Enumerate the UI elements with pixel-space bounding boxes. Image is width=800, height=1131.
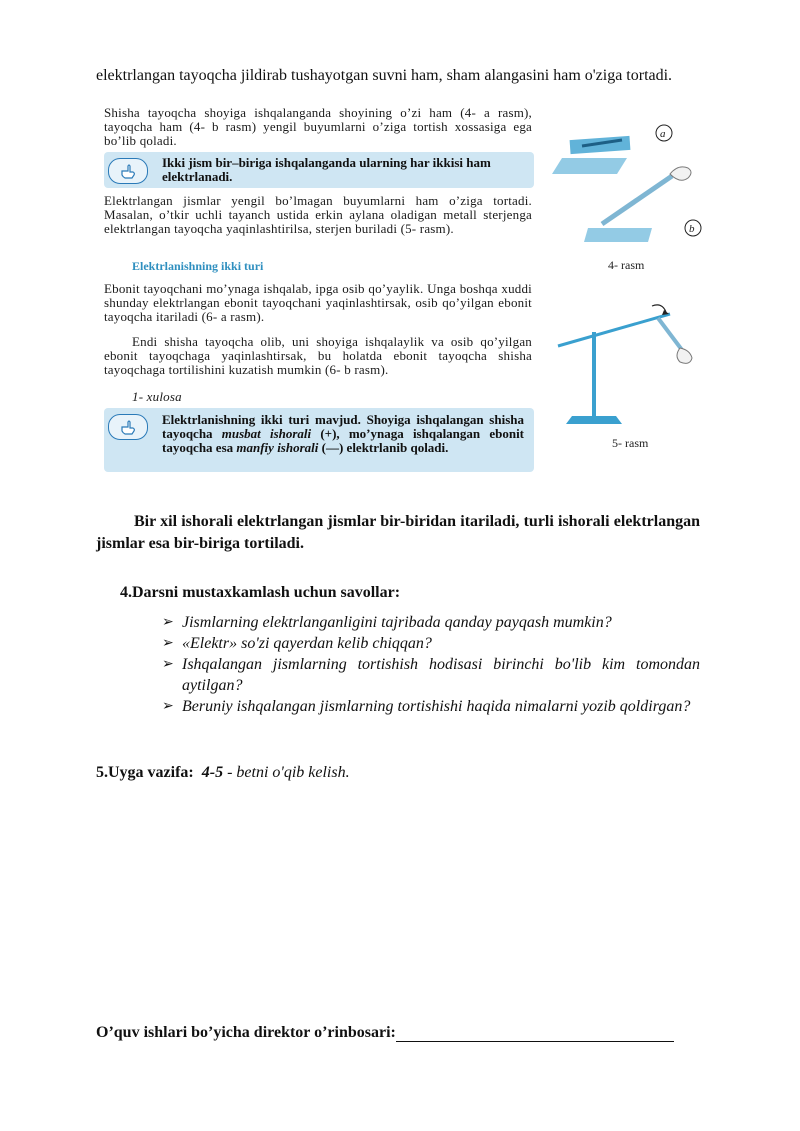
key-fact-box-1 [104,152,534,188]
homework-line [96,764,350,782]
summary-paragraph: Bir xil ishorali elektrlangan jismlar bir-biridan itariladi, turli ishorali elektrlangan jismlar esa bir-biriga tortiladi. [96,513,700,552]
list-item: ➢ Ishqalangan jismlarning tortishish hodisasi birinchi bo'lib kim tomondan aytilgan? [162,656,700,694]
pointing-hand-icon [108,158,148,184]
key-fact-box-2 [104,408,534,472]
pointing-hand-icon [108,414,148,440]
signature-blank [396,1025,674,1042]
conclusion-label: 1- xulosa [132,389,182,404]
key-fact-text-1: Ikki jism bir–biriga ishqalanganda ularning har ikkisi ham elektrlanadi. [162,155,491,184]
signature-label: O’quv ishlari bo’yicha direktor o’rinbosari: [96,1024,396,1041]
figure-5-caption: 5- rasm [612,436,649,450]
figure-4-label-b: b [689,223,695,235]
key-fact-text-2-part2: (+), mo’ynaga ishqalangan ebonit tayoqcha esa [162,426,525,455]
figure-4-caption: 4- rasm [608,258,645,272]
key-fact-text-2-part1: Elektrlanishning ikki turi mavjud. Shoyiga ishqalangan shisha tayoqcha [162,412,524,441]
arrow-bullet-icon: ➢ [162,699,174,714]
arrow-bullet-icon: ➢ [162,615,174,630]
figure-4-label-a: a [660,128,666,140]
positive-charge-term: musbat ishorali [221,426,312,441]
key-fact-text-2 [162,413,524,455]
homework-label: 5.Uyga vazifa: [96,764,194,781]
figure-4-illustration [552,116,702,246]
intro-paragraph: elektrlangan tayoqcha jildirab tushayotgan suvni ham, sham alangasini ham o'ziga tortadi. [96,67,673,84]
questions-heading: 4.Darsni mustaxkamlash uchun savollar: [120,584,401,601]
textbook-paragraph-3: Ebonit tayoqchani mo’ynaga ishqalab, ipga osib qo’yaylik. Unga boshqa xuddi shunday elektrlangan ebonit tayoqchani yaqinlashtirsak, osib qo’yilgan ebonit tayoqcha itariladi (6- a rasm). [104,281,532,324]
list-item: ➢ «Elektr» so'zi qayerdan kelib chiqqan? [162,635,432,652]
arrow-bullet-icon: ➢ [162,636,174,651]
textbook-paragraph-2: Elektrlangan jismlar yengil bo’lmagan buyumlarni ham o’ziga tortadi. Masalan, o’tkir uchli tayanch ustida erkin aylana oladigan metall sterjenga elektrlangan tayoqcha yaqinlashtirilsa, sterjen buriladi (5- rasm). [104,193,532,236]
key-fact-text-2-part3: (—) elektrlanib qoladi. [318,440,449,455]
textbook-excerpt-image [96,104,706,476]
signature-line [96,1024,674,1042]
textbook-paragraph-4: Endi shisha tayoqcha olib, uni shoyiga ishqalaylik va osib qo’yilgan ebonit tayoqchaga yaqinlashtirsak, bu holatda ebonit tayoqcha shisha tayoqchaga tortilishini kuzatish mumkin (6- b rasm). [104,334,532,377]
list-item: ➢ Jismlarning elektrlanganligini tajribada qanday payqash mumkin? [162,614,612,631]
homework-text: - betni o'qib kelish. [227,764,350,781]
questions-list [162,612,700,717]
arrow-bullet-icon: ➢ [162,657,174,672]
figure-5-illustration [552,300,702,430]
homework-pages: 4-5 [201,764,224,781]
textbook-paragraph-1: Shisha tayoqcha shoyiga ishqalanganda shoyining o’zi ham (4- a rasm), tayoqcha ham (4- b rasm) yengil buyumlarni o’ziga tortish xossasiga ega bo’lib qoladi. [104,105,532,148]
section-heading: Elektrlanishning ikki turi [132,259,264,273]
negative-charge-term: manfiy ishorali [236,440,319,455]
list-item: ➢ Beruniy ishqalangan jismlarning tortishishi haqida nimalarni yozib qoldirgan? [162,698,691,715]
